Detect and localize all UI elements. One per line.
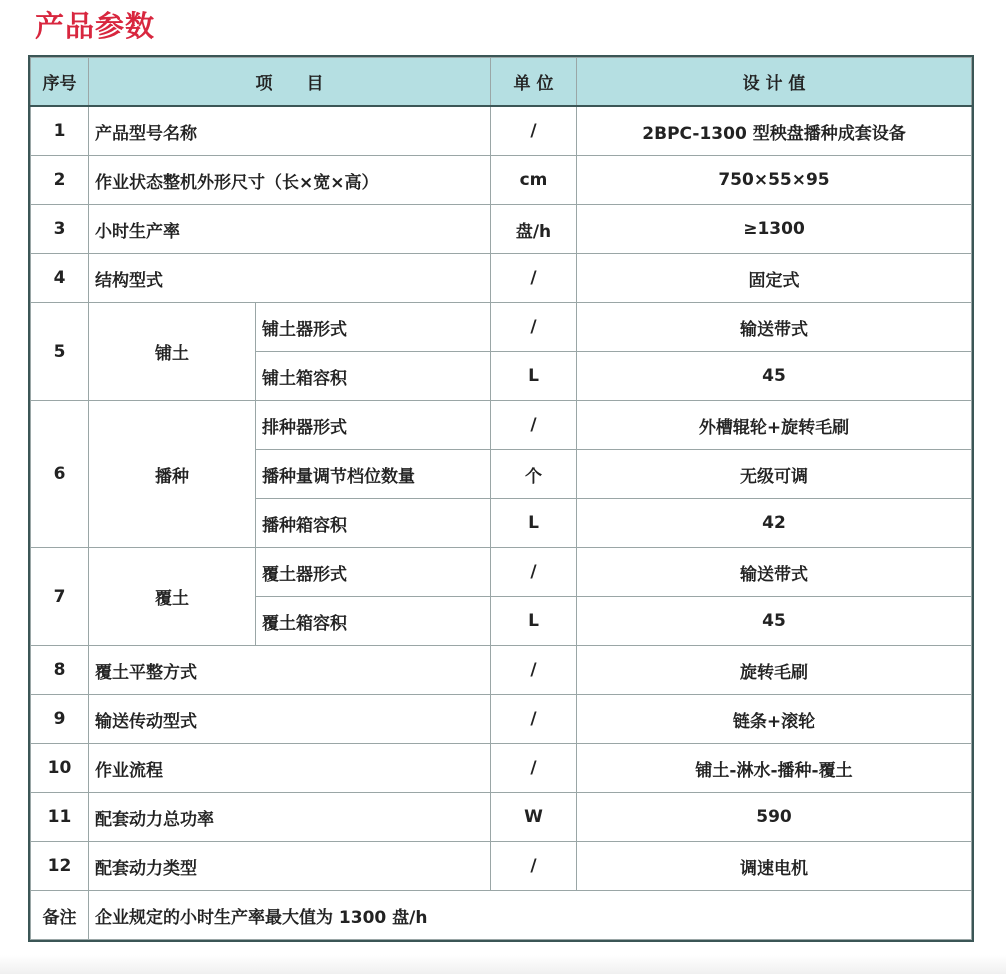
item-name: 配套动力总功率	[89, 793, 491, 842]
design-value: 42	[577, 499, 972, 548]
unit: /	[491, 303, 577, 352]
design-value: 调速电机	[577, 842, 972, 891]
unit: L	[491, 499, 577, 548]
item-name: 结构型式	[89, 254, 491, 303]
row-number: 11	[31, 793, 89, 842]
unit: cm	[491, 156, 577, 205]
item-name: 覆土平整方式	[89, 646, 491, 695]
unit: /	[491, 646, 577, 695]
header-no: 序号	[31, 58, 89, 107]
product-parameters-table	[30, 57, 972, 940]
group-name: 覆土	[89, 548, 256, 646]
group-name: 播种	[89, 401, 256, 548]
sub-item-name: 播种量调节档位数量	[256, 450, 491, 499]
header-row	[31, 58, 972, 107]
unit: /	[491, 842, 577, 891]
unit: /	[491, 401, 577, 450]
unit: /	[491, 254, 577, 303]
note-label: 备注	[31, 891, 89, 940]
sub-item-name: 覆土箱容积	[256, 597, 491, 646]
sub-item-name: 播种箱容积	[256, 499, 491, 548]
row-number: 10	[31, 744, 89, 793]
header-unit: 单 位	[491, 58, 577, 107]
design-value: 750×55×95	[577, 156, 972, 205]
item-name: 小时生产率	[89, 205, 491, 254]
unit: /	[491, 106, 577, 156]
header-value: 设 计 值	[577, 58, 972, 107]
page-title: 产品参数	[35, 9, 156, 43]
table-row	[31, 156, 972, 205]
table-row	[31, 303, 972, 352]
table-row	[31, 793, 972, 842]
row-number: 3	[31, 205, 89, 254]
table-row	[31, 205, 972, 254]
row-number: 2	[31, 156, 89, 205]
row-number: 1	[31, 106, 89, 156]
row-number: 6	[31, 401, 89, 548]
table-row	[31, 695, 972, 744]
unit: /	[491, 548, 577, 597]
row-number: 9	[31, 695, 89, 744]
sub-item-name: 铺土器形式	[256, 303, 491, 352]
item-name: 配套动力类型	[89, 842, 491, 891]
design-value: 45	[577, 597, 972, 646]
design-value: 外槽辊轮+旋转毛刷	[577, 401, 972, 450]
sub-item-name: 排种器形式	[256, 401, 491, 450]
design-value: ≥1300	[577, 205, 972, 254]
bottom-edge	[0, 955, 1006, 974]
sub-item-name: 覆土器形式	[256, 548, 491, 597]
table-row	[31, 254, 972, 303]
unit: /	[491, 695, 577, 744]
row-number: 4	[31, 254, 89, 303]
table-row	[31, 401, 972, 450]
design-value: 无级可调	[577, 450, 972, 499]
row-number: 5	[31, 303, 89, 401]
design-value: 旋转毛刷	[577, 646, 972, 695]
table-row	[31, 744, 972, 793]
design-value: 2BPC-1300 型秧盘播种成套设备	[577, 106, 972, 156]
note-row	[31, 891, 972, 940]
sub-item-name: 铺土箱容积	[256, 352, 491, 401]
row-number: 8	[31, 646, 89, 695]
design-value: 输送带式	[577, 548, 972, 597]
table-row	[31, 106, 972, 156]
table-row	[31, 842, 972, 891]
design-value: 输送带式	[577, 303, 972, 352]
note-text: 企业规定的小时生产率最大值为 1300 盘/h	[89, 891, 972, 940]
item-name: 作业流程	[89, 744, 491, 793]
header-item: 项 目	[89, 58, 491, 107]
design-value: 590	[577, 793, 972, 842]
item-name: 产品型号名称	[89, 106, 491, 156]
item-name: 输送传动型式	[89, 695, 491, 744]
item-name: 作业状态整机外形尺寸（长×宽×高）	[89, 156, 491, 205]
unit: /	[491, 744, 577, 793]
table-row	[31, 646, 972, 695]
row-number: 12	[31, 842, 89, 891]
unit: W	[491, 793, 577, 842]
table-row	[31, 548, 972, 597]
design-value: 铺土-淋水-播种-覆土	[577, 744, 972, 793]
design-value: 45	[577, 352, 972, 401]
unit: L	[491, 352, 577, 401]
row-number: 7	[31, 548, 89, 646]
unit: 个	[491, 450, 577, 499]
group-name: 铺土	[89, 303, 256, 401]
unit: 盘/h	[491, 205, 577, 254]
design-value: 固定式	[577, 254, 972, 303]
design-value: 链条+滚轮	[577, 695, 972, 744]
unit: L	[491, 597, 577, 646]
